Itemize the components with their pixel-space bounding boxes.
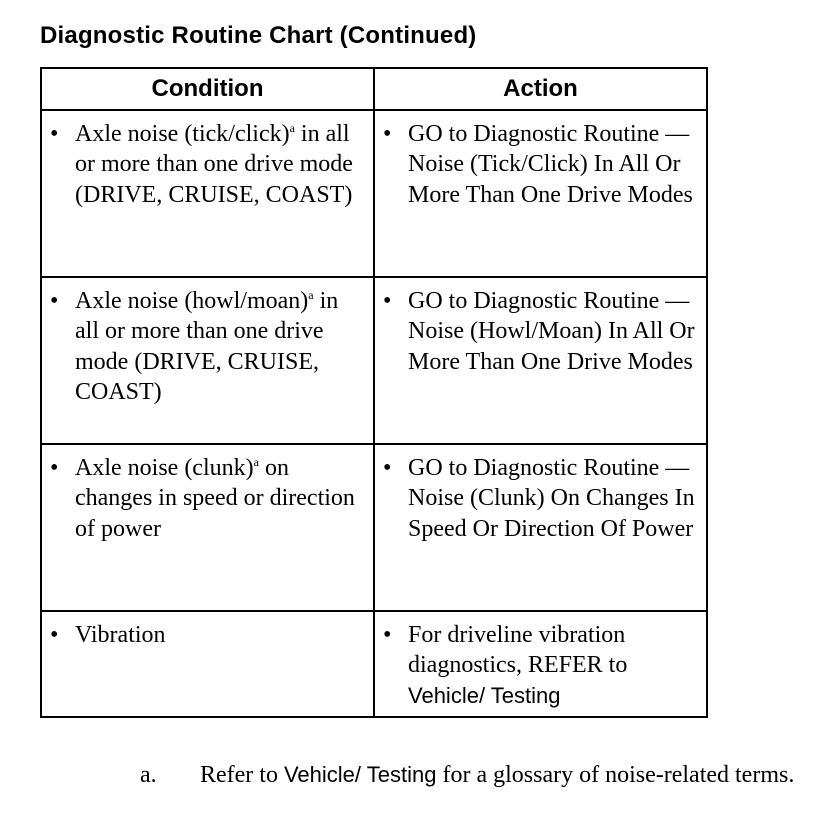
condition-cell — [41, 444, 374, 611]
condition-text-rest: on changes in speed or direction of power — [75, 455, 355, 542]
footnote-marker: a. — [140, 762, 157, 788]
condition-cell — [41, 277, 374, 444]
action-text: GO to Diagnostic Routine — Noise (Clunk) On Changes In Speed Or Direction Of Power — [408, 455, 695, 542]
action-cell — [374, 277, 707, 444]
bullet-icon: • — [50, 455, 59, 481]
condition-text-rest: in all or more than one drive mode (DRIVE, CRUISE, COAST) — [75, 121, 353, 208]
action-text: For driveline vibration diagnostics, REFER to — [408, 622, 628, 679]
condition-text: Axle noise (howl/moan) — [75, 288, 309, 314]
list-item — [50, 286, 367, 408]
condition-cell — [41, 110, 374, 277]
footnote-vehicle-testing-link[interactable]: Vehicle/ Testing — [283, 762, 437, 787]
action-cell — [374, 444, 707, 611]
condition-text: Vibration — [75, 622, 166, 648]
action-column-header: Action — [374, 68, 707, 110]
condition-text: Axle noise (clunk) — [75, 455, 254, 481]
list-item — [383, 453, 700, 544]
table-row — [41, 611, 707, 717]
diagnostic-routine-table — [40, 67, 708, 718]
table-row — [41, 277, 707, 444]
table-row — [41, 444, 707, 611]
list-item — [383, 620, 700, 711]
page-title: Diagnostic Routine Chart (Continued) — [40, 22, 477, 49]
action-cell — [374, 611, 707, 717]
bullet-icon: • — [383, 622, 392, 648]
footnote-ref: a — [308, 288, 314, 302]
table-header-row — [41, 68, 707, 110]
condition-cell — [41, 611, 374, 717]
list-item — [383, 286, 700, 377]
list-item — [50, 453, 367, 544]
bullet-icon: • — [50, 622, 59, 648]
bullet-icon: • — [383, 288, 392, 314]
condition-column-header: Condition — [41, 68, 374, 110]
list-item — [383, 119, 700, 210]
action-text: GO to Diagnostic Routine — Noise (Howl/Moan) In All Or More Than One Drive Modes — [408, 288, 695, 375]
bullet-icon: • — [383, 121, 392, 147]
footnote-ref: a — [289, 121, 295, 135]
footnote-text-post: for a glossary of noise-related terms. — [442, 762, 795, 788]
table-row — [41, 110, 707, 277]
footnote-ref: a — [253, 455, 259, 469]
footnote-text — [200, 760, 794, 790]
condition-text-rest: in all or more than one drive mode (DRIVE, CRUISE, COAST) — [75, 288, 339, 406]
list-item — [50, 119, 367, 210]
footnote-text-pre: Refer to — [200, 762, 278, 788]
condition-text: Axle noise (tick/click) — [75, 121, 290, 147]
bullet-icon: • — [383, 455, 392, 481]
vehicle-testing-link[interactable]: Vehicle/ Testing — [408, 682, 561, 708]
footnote — [140, 760, 794, 790]
action-cell — [374, 110, 707, 277]
bullet-icon: • — [50, 121, 59, 147]
bullet-icon: • — [50, 288, 59, 314]
action-text: GO to Diagnostic Routine — Noise (Tick/Click) In All Or More Than One Drive Modes — [408, 121, 693, 208]
list-item — [50, 620, 367, 650]
